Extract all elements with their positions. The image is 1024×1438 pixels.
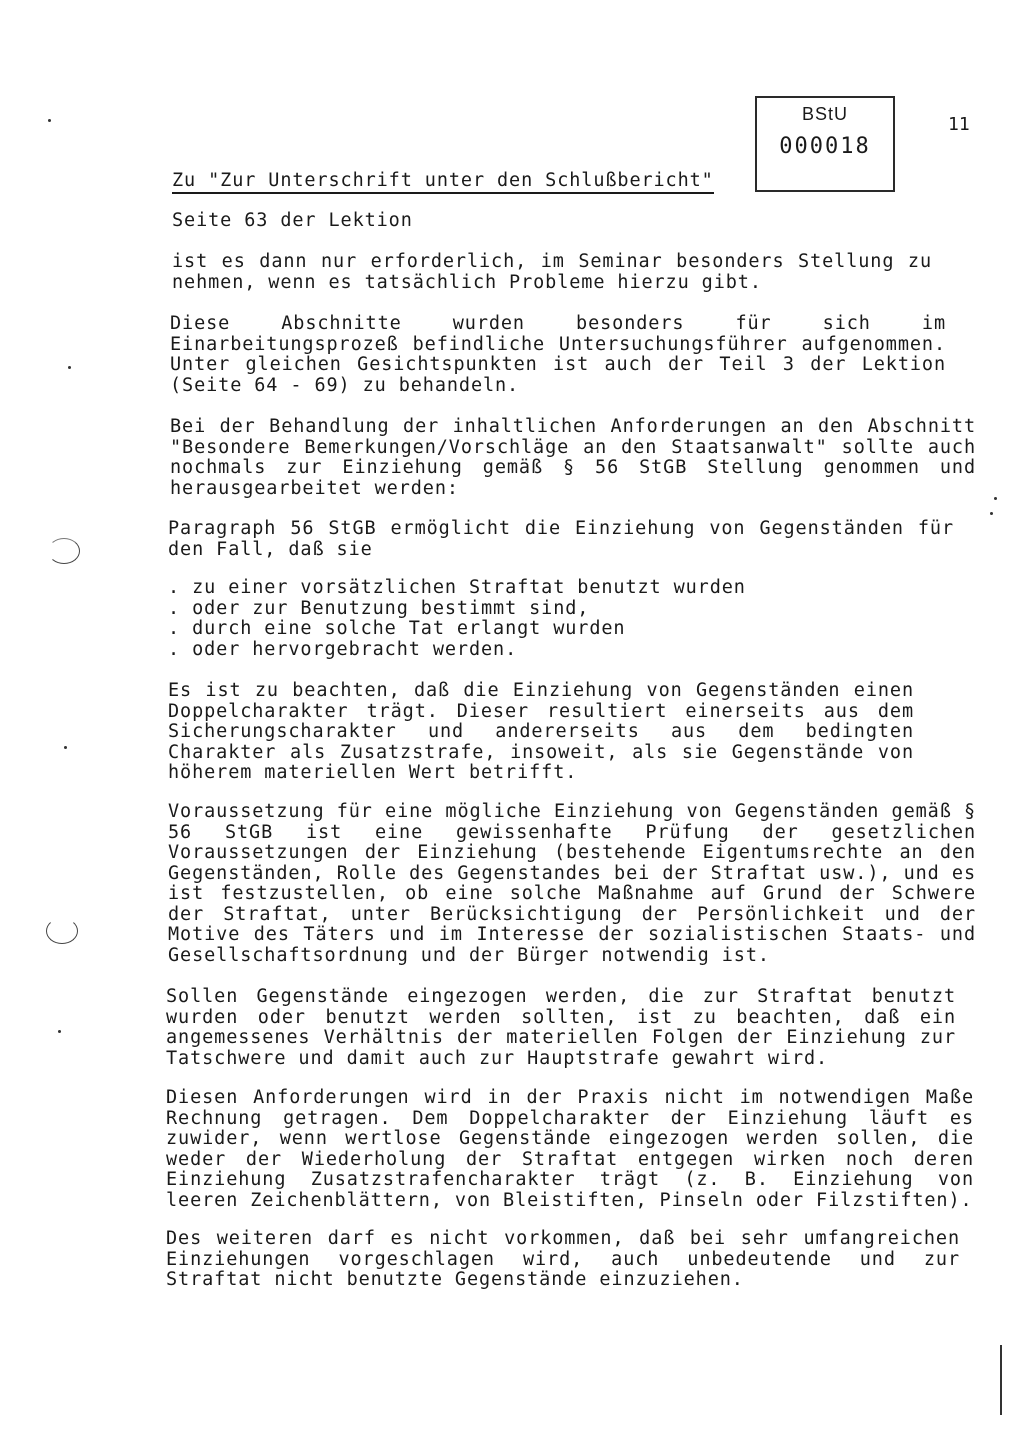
paragraph-7: Sollen Gegenstände eingezogen werden, die zur Straftat benutzt wurden oder benutzt werden sollten, ist zu beachten, daß ein angemessenes Verhältnis der materiellen Folgen der Einziehung zur Tatschwere und damit auch zur Hauptstrafe gewahrt wird. bbox=[166, 986, 956, 1069]
scan-edge-line bbox=[1000, 1345, 1002, 1415]
list-item: . oder zur Benutzung bestimmt sind, bbox=[168, 599, 746, 620]
paragraph-8: Diesen Anforderungen wird in der Praxis nicht im notwendigen Maße Rechnung getragen. Dem Doppelcharakter der Einziehung läuft es zuwider, wenn wertlose Gegenstände eingezogen werden sollen, die weder der Wiederholung der Straftat entgegen wirken noch deren Einziehung Zusatzstrafencharakter trägt (z. B. Einziehung von leeren Zeichenblättern, von Bleistiften, Pinseln oder Filzstiften). bbox=[166, 1087, 974, 1211]
paragraph-4: Paragraph 56 StGB ermöglicht die Einziehung von Gegenständen für den Fall, daß sie bbox=[168, 518, 954, 560]
paragraph-1: ist es dann nur erforderlich, im Seminar besonders Stellung zu nehmen, wenn es tatsächlich Probleme hierzu gibt. bbox=[172, 251, 932, 293]
scan-speck bbox=[990, 512, 993, 515]
paragraph-5: Es ist zu beachten, daß die Einziehung von Gegenständen einen Doppelcharakter trägt. Dieser resultiert einerseits aus dem Sicherungscharakter und andererseits aus dem bedingten Charakter als Zusatzstrafe, insoweit, als sie Gegenstände von höherem materiellen Wert betrifft. bbox=[168, 680, 914, 783]
list-item: . durch eine solche Tat erlangt wurden bbox=[168, 619, 746, 640]
paragraph-6: Voraussetzung für eine mögliche Einziehung von Gegenständen gemäß § 56 StGB ist eine gewissenhafte Prüfung der gesetzlichen Voraussetzungen der Einziehung (bestehende Eigentumsrechte an den Gegenständen, Rolle des Gegenstandes bei der Straftat usw.), und es ist festzustellen, ob eine solche Maßnahme auf Grund der Schwere der Straftat, unter Berücksichtigung der Persönlichkeit und der Motive des Täters und im Interesse der sozialistischen Staats- und Gesellschaftsordnung und der Bürger notwendig ist. bbox=[168, 801, 976, 966]
section-heading: Zu "Zur Unterschrift unter den Schlußbericht" bbox=[172, 170, 714, 194]
scan-speck bbox=[64, 746, 67, 749]
list-item: . oder hervorgebracht werden. bbox=[168, 640, 746, 661]
page-number: 11 bbox=[948, 114, 970, 135]
list-item: . zu einer vorsätzlichen Straftat benutzt wurden bbox=[168, 578, 746, 599]
paragraph-3: Bei der Behandlung der inhaltlichen Anforderungen an den Abschnitt "Besondere Bemerkungen/Vorschläge an den Staatsanwalt" sollte auch nochmals zur Einziehung gemäß § 56 StGB Stellung genommen und herausgearbeitet werden: bbox=[170, 416, 976, 499]
archive-stamp bbox=[755, 96, 895, 192]
scan-speck bbox=[58, 1030, 61, 1033]
scan-speck bbox=[68, 366, 71, 369]
condition-list bbox=[168, 578, 746, 660]
paragraph-9: Des weiteren darf es nicht vorkommen, daß bei sehr umfangreichen Einziehungen vorgeschlagen wird, auch unbedeutende und zur Straftat nicht benutzte Gegenstände einzuziehen. bbox=[166, 1228, 960, 1290]
section-subheading: Seite 63 der Lektion bbox=[172, 210, 413, 231]
paragraph-2: Diese Abschnitte wurden besonders für sich im Einarbeitungsprozeß befindliche Untersuchungsführer aufgenommen. Unter gleichen Gesichtspunkten ist auch der Teil 3 der Lektion (Seite 64 - 69) zu behandeln. bbox=[170, 313, 946, 396]
stamp-number: 000018 bbox=[779, 134, 871, 159]
punch-hole-mark bbox=[46, 918, 78, 944]
punch-hole-mark bbox=[48, 538, 80, 564]
scan-speck bbox=[48, 119, 51, 122]
stamp-org: BStU bbox=[801, 104, 848, 124]
scan-speck bbox=[994, 497, 997, 500]
